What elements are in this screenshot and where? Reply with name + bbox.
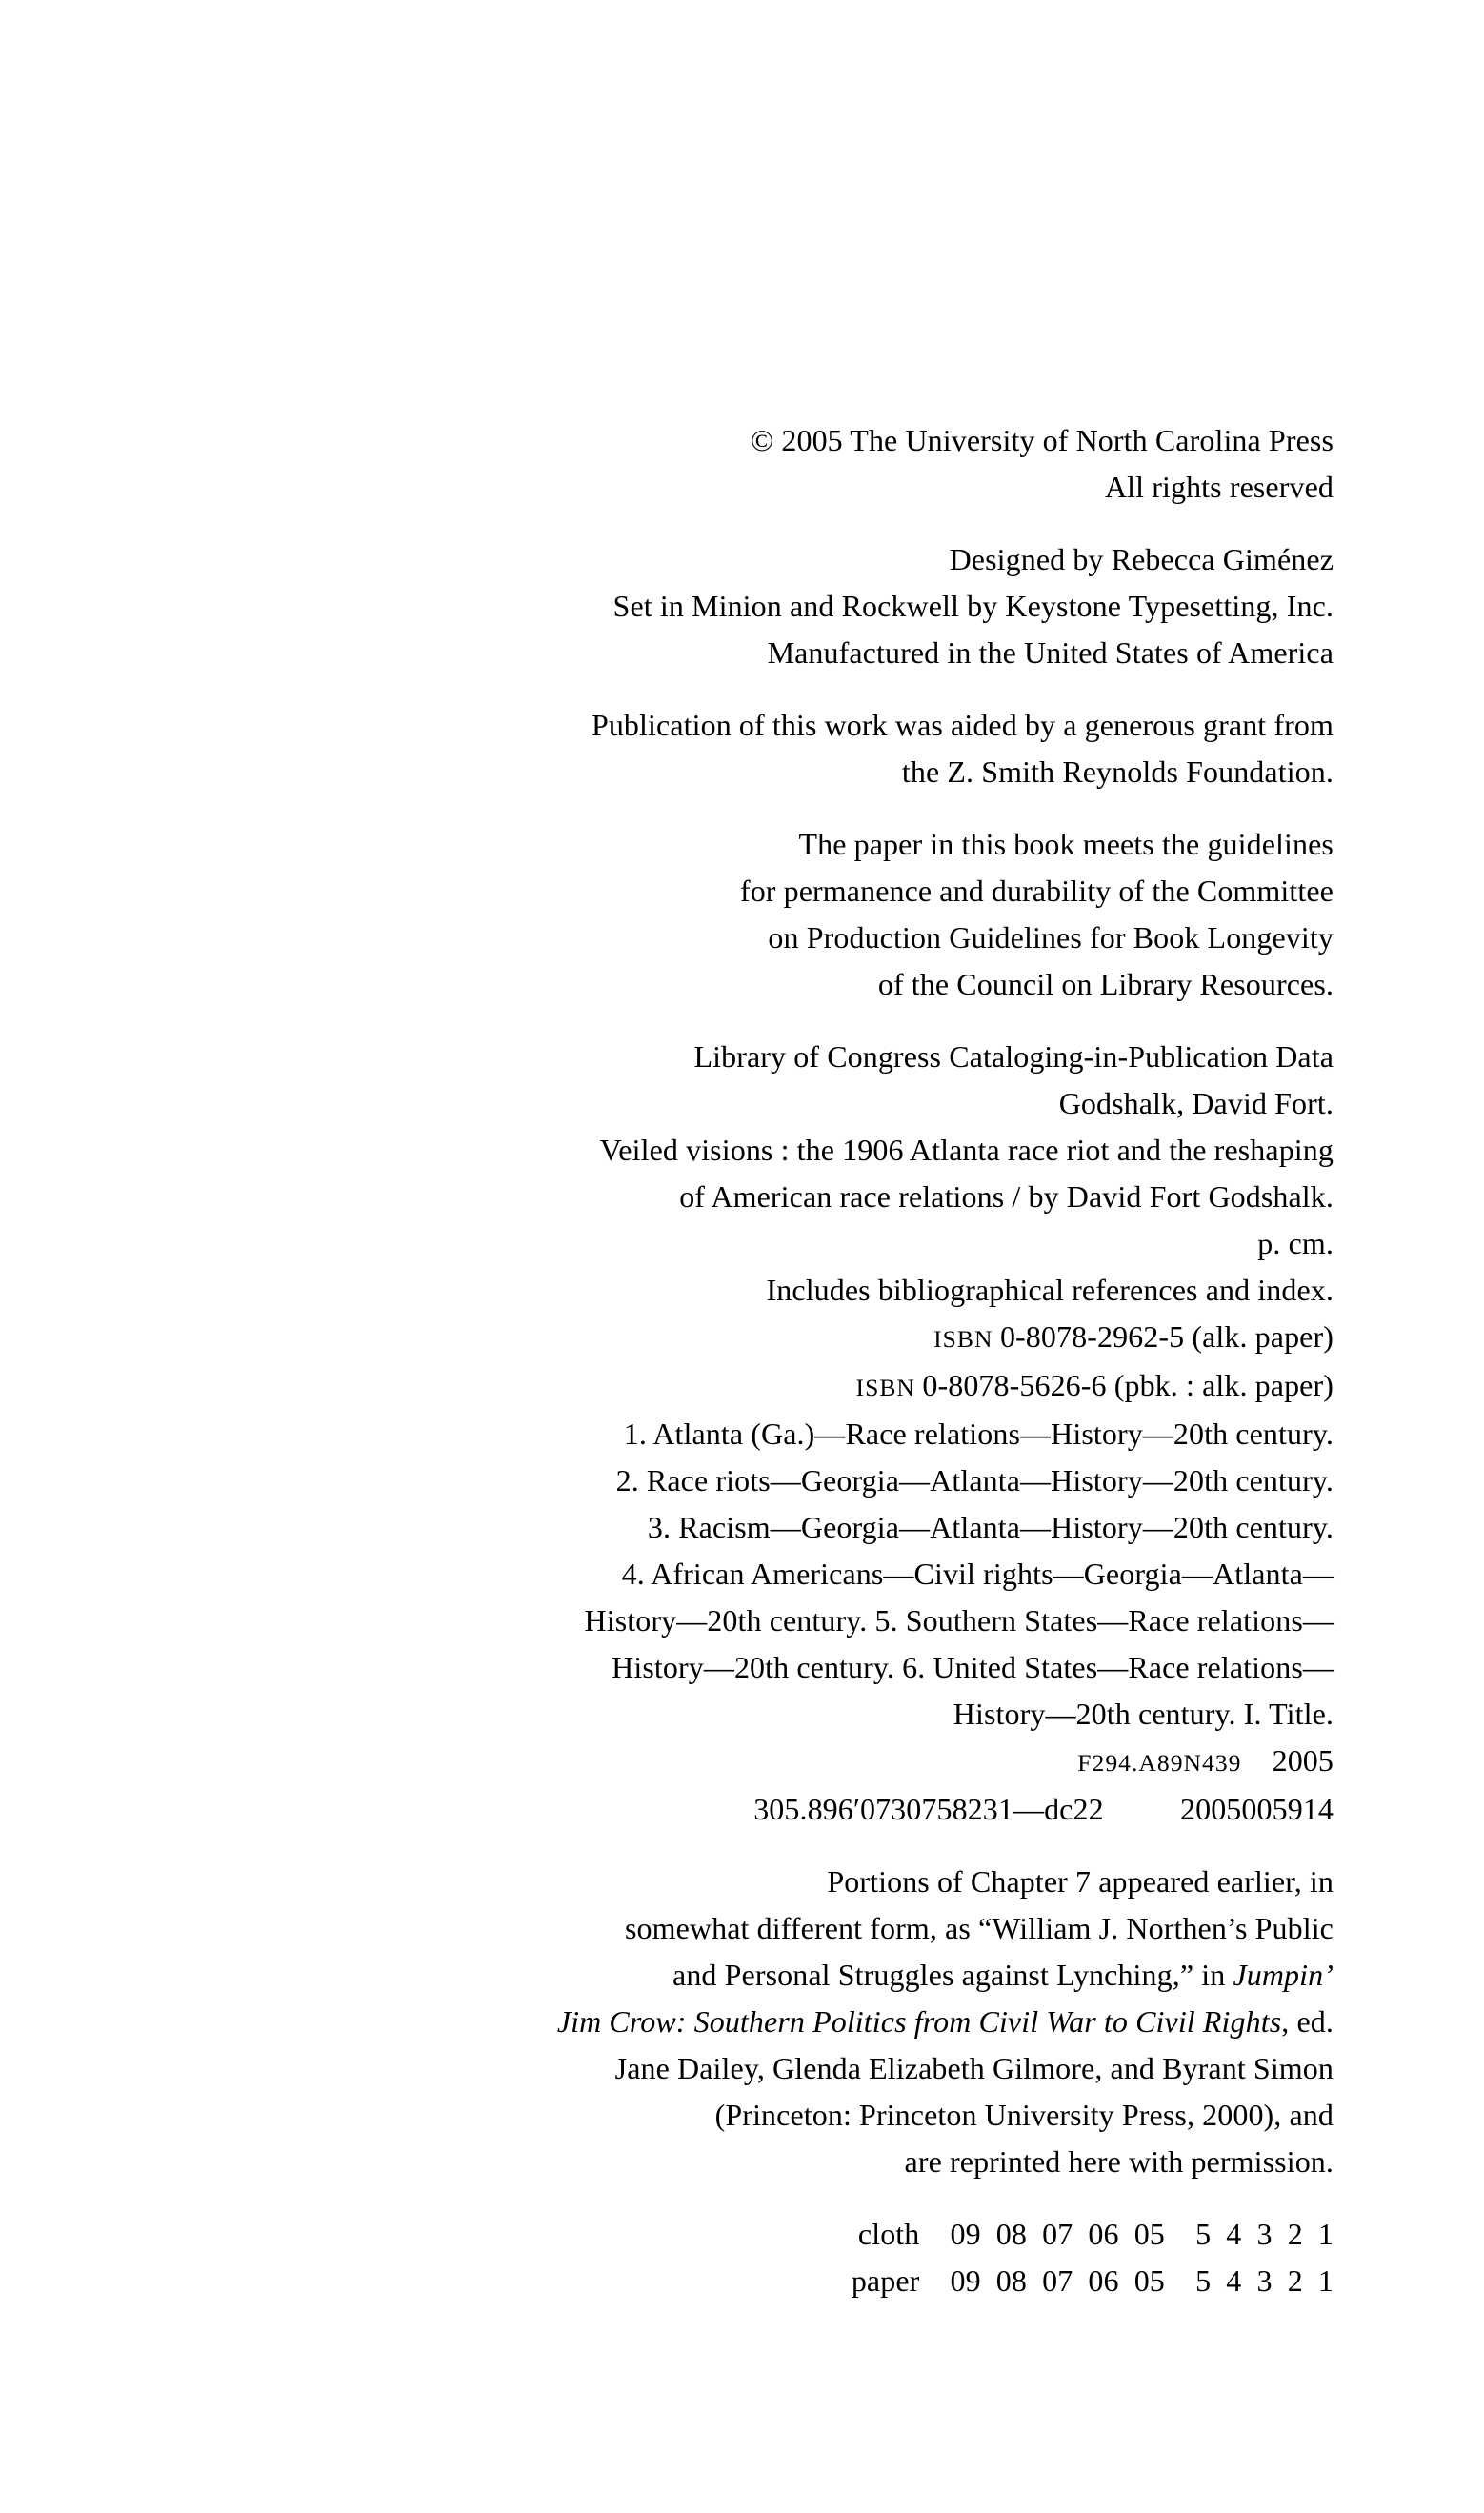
text-segment: 4. African Americans—Civil rights—Georgia—Atlanta— bbox=[621, 1557, 1334, 1591]
text-segment: paper 09 08 07 06 05 5 4 3 2 1 bbox=[851, 2263, 1334, 2298]
text-segment: 0-8078-5626-6 (pbk. : alk. paper) bbox=[922, 1368, 1334, 1402]
text-line bbox=[324, 1504, 1334, 1551]
text-line bbox=[324, 1411, 1334, 1458]
text-segment: and Personal Struggles against Lynching,” in bbox=[672, 1958, 1233, 1992]
text-segment: Publication of this work was aided by a generous grant from bbox=[591, 708, 1334, 742]
text-line bbox=[324, 961, 1334, 1008]
text-line bbox=[324, 702, 1334, 749]
text-segment: are reprinted here with permission. bbox=[904, 2144, 1334, 2179]
text-line bbox=[324, 2211, 1334, 2258]
paragraph-grant-acknowledgment bbox=[324, 702, 1334, 795]
paragraph-design-credits bbox=[324, 536, 1334, 676]
text-line bbox=[324, 1644, 1334, 1691]
text-line bbox=[324, 868, 1334, 915]
text-line bbox=[324, 1738, 1334, 1786]
text-line bbox=[324, 1859, 1334, 1905]
paragraph-chapter-permissions bbox=[324, 1859, 1334, 2185]
text-segment: the Z. Smith Reynolds Foundation. bbox=[901, 754, 1334, 789]
text-segment: 0-8078-2962-5 (alk. paper) bbox=[999, 1319, 1334, 1354]
text-segment: p. cm. bbox=[1257, 1226, 1334, 1260]
text-segment: Designed by Rebecca Giménez bbox=[949, 542, 1334, 576]
text-line bbox=[324, 1127, 1334, 1174]
text-line bbox=[324, 630, 1334, 676]
text-segment: All rights reserved bbox=[1104, 470, 1334, 504]
text-segment: somewhat different form, as “William J. Northen’s Public bbox=[624, 1911, 1334, 1945]
text-line bbox=[324, 1551, 1334, 1598]
text-segment: F294.A89N439 bbox=[1077, 1749, 1242, 1777]
text-segment: History—20th century. 5. Southern States—Race relations— bbox=[584, 1603, 1334, 1638]
text-segment: Manufactured in the United States of America bbox=[767, 635, 1334, 670]
text-segment: , ed. bbox=[1281, 2004, 1334, 2039]
text-line bbox=[324, 2139, 1334, 2185]
text-segment: of the Council on Library Resources. bbox=[877, 967, 1334, 1001]
text-segment: ISBN bbox=[933, 1325, 1000, 1353]
text-line bbox=[324, 1458, 1334, 1504]
text-segment: 3. Racism—Georgia—Atlanta—History—20th century. bbox=[647, 1510, 1334, 1544]
text-segment: Jane Dailey, Glenda Elizabeth Gilmore, and Byrant Simon bbox=[614, 2051, 1334, 2085]
text-segment: 305.896′0730758231—dc22 2005005914 bbox=[753, 1792, 1334, 1826]
text-segment: 2005 bbox=[1241, 1743, 1334, 1778]
paragraph-printing-line bbox=[324, 2211, 1334, 2304]
text-line bbox=[324, 749, 1334, 795]
text-line bbox=[324, 2045, 1334, 2092]
text-segment: for permanence and durability of the Committee bbox=[739, 874, 1334, 908]
text-segment: Library of Congress Cataloging-in-Publication Data bbox=[693, 1039, 1334, 1074]
text-line bbox=[324, 1905, 1334, 1952]
text-segment: Godshalk, David Fort. bbox=[1058, 1086, 1334, 1120]
text-segment: on Production Guidelines for Book Longevity bbox=[768, 920, 1334, 955]
text-segment: Jumpin’ bbox=[1233, 1958, 1334, 1992]
text-segment: History—20th century. 6. United States—Race relations— bbox=[612, 1650, 1334, 1684]
copyright-text bbox=[324, 417, 1334, 2304]
text-line bbox=[324, 915, 1334, 961]
text-segment: Includes bibliographical references and index. bbox=[766, 1273, 1334, 1307]
text-segment: The paper in this book meets the guidelines bbox=[798, 827, 1334, 861]
text-line bbox=[324, 1786, 1334, 1833]
text-line bbox=[324, 1314, 1334, 1362]
text-segment: © 2005 The University of North Carolina Press bbox=[750, 423, 1334, 457]
text-line bbox=[324, 536, 1334, 583]
paragraph-library-of-congress-data bbox=[324, 1034, 1334, 1833]
text-line bbox=[324, 1034, 1334, 1080]
text-segment: History—20th century. I. Title. bbox=[953, 1697, 1334, 1731]
text-segment: Set in Minion and Rockwell by Keystone Typesetting, Inc. bbox=[612, 589, 1334, 623]
text-line bbox=[324, 1691, 1334, 1738]
text-line bbox=[324, 1952, 1334, 1999]
text-segment: (Princeton: Princeton University Press, 2000), and bbox=[714, 2098, 1334, 2132]
text-segment: cloth 09 08 07 06 05 5 4 3 2 1 bbox=[857, 2217, 1334, 2251]
text-segment: 2. Race riots—Georgia—Atlanta—History—20th century. bbox=[615, 1463, 1334, 1498]
text-segment: Veiled visions : the 1906 Atlanta race riot and the reshaping bbox=[599, 1133, 1334, 1167]
text-segment: Portions of Chapter 7 appeared earlier, in bbox=[827, 1864, 1334, 1899]
text-line bbox=[324, 1362, 1334, 1411]
text-line bbox=[324, 1598, 1334, 1644]
paragraph-paper-guidelines bbox=[324, 821, 1334, 1008]
text-segment: ISBN bbox=[855, 1374, 923, 1401]
text-line bbox=[324, 417, 1334, 464]
text-line bbox=[324, 821, 1334, 868]
text-line bbox=[324, 1999, 1334, 2045]
text-line bbox=[324, 583, 1334, 630]
text-line bbox=[324, 1080, 1334, 1127]
text-line bbox=[324, 1174, 1334, 1220]
text-segment: 1. Atlanta (Ga.)—Race relations—History—20th century. bbox=[623, 1417, 1334, 1451]
text-segment: of American race relations / by David Fort Godshalk. bbox=[679, 1179, 1334, 1214]
text-line bbox=[324, 1220, 1334, 1267]
text-line bbox=[324, 464, 1334, 511]
paragraph-copyright-notice bbox=[324, 417, 1334, 511]
text-segment: Jim Crow: Southern Politics from Civil War to Civil Rights bbox=[556, 2004, 1282, 2039]
text-line bbox=[324, 2258, 1334, 2304]
text-line bbox=[324, 2092, 1334, 2139]
text-line bbox=[324, 1267, 1334, 1314]
